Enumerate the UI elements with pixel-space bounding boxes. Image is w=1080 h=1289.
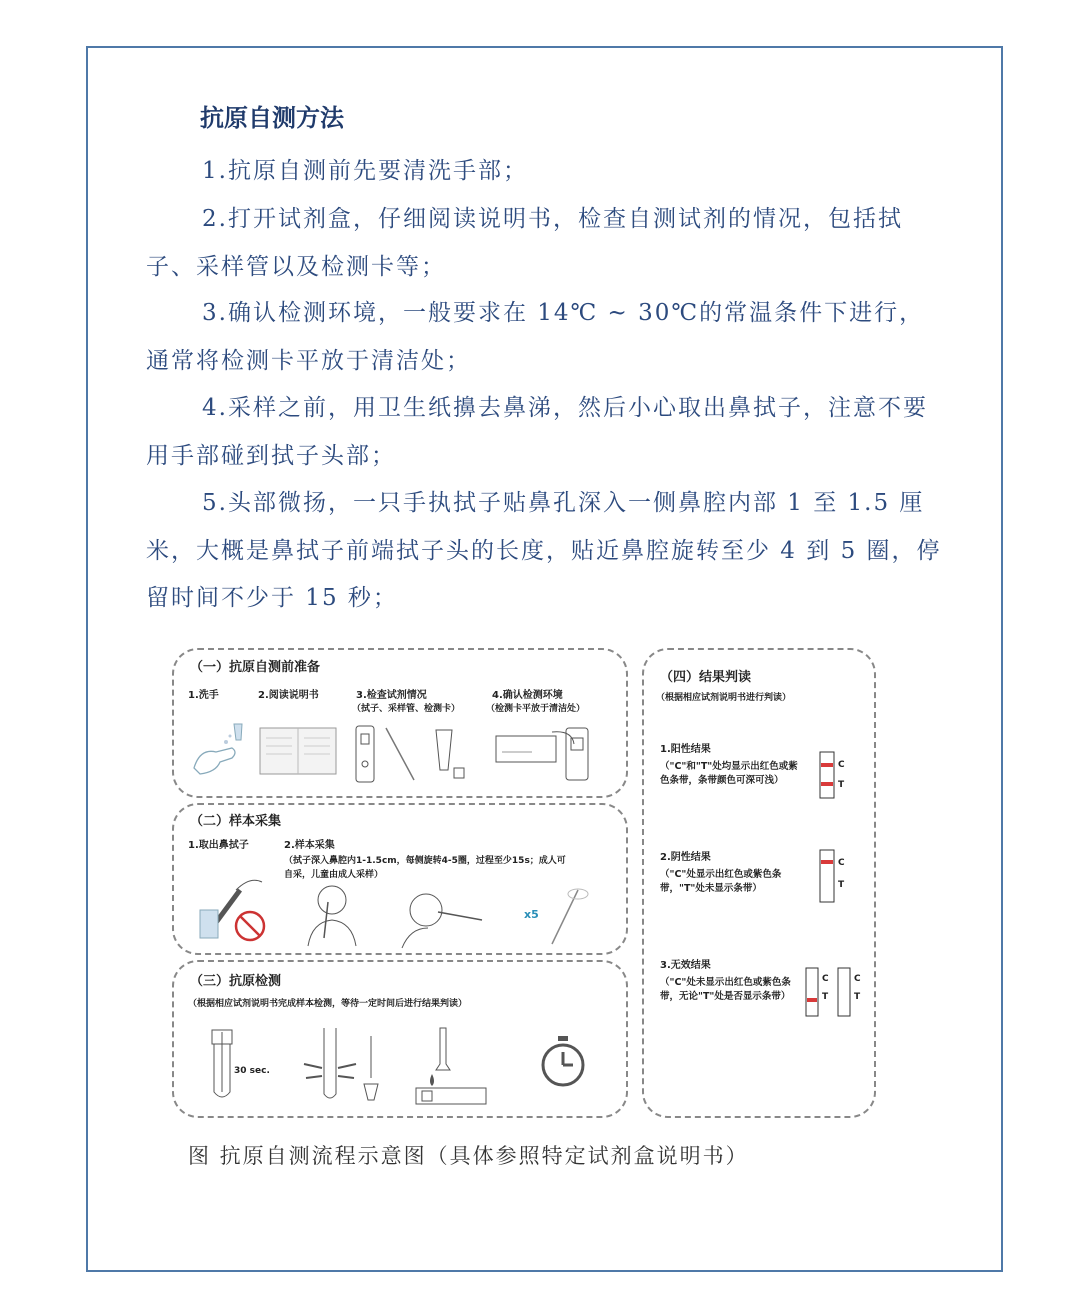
invalid-result-desc: （"C"处未显示出红色或紫色条带，无论"T"处是否显示条带）: [660, 977, 791, 1002]
sampling-item-collect: 2.样本采集: [284, 840, 335, 851]
test-kit-icon: [354, 720, 484, 788]
hand-washing-icon: [186, 718, 256, 780]
nasal-sampling-side-icon: [398, 886, 488, 950]
figure-caption: 图 抗原自测流程示意图（具体参照特定试剂盒说明书）: [188, 1144, 749, 1168]
sampling-note-line2: 自采，儿童由成人采样）: [284, 870, 384, 880]
dropper-cap-icon: [356, 1034, 386, 1104]
nasal-sampling-front-icon: [298, 878, 368, 948]
positive-c-label: C: [838, 760, 845, 770]
negative-c-label: C: [838, 858, 845, 868]
positive-t-label: T: [838, 780, 845, 790]
negative-result-desc: （"C"处显示出红色或紫色条带，"T"处未显示条带）: [660, 869, 782, 894]
rotation-count-label: x5: [524, 908, 539, 921]
prep-item-wash: 1.洗手: [188, 690, 219, 701]
test-environment-icon: [492, 722, 612, 784]
invalid1-t-label: T: [822, 992, 829, 1002]
negative-result-title: 2.阴性结果: [660, 852, 711, 863]
section-heading: 抗原自测方法: [200, 104, 344, 132]
prep-item-check-note: （拭子、采样管、检测卡）: [352, 704, 461, 714]
timer-icon: [538, 1034, 588, 1090]
positive-result-title: 1.阳性结果: [660, 744, 711, 755]
section-antigen-test-title: （三）抗原检测: [190, 974, 282, 989]
antigen-test-note: （根据相应试剂说明书完成样本检测，等待一定时间后进行结果判读）: [188, 999, 468, 1009]
section-preparation-title: （一）抗原自测前准备: [190, 660, 321, 675]
positive-test-strip-icon: [818, 750, 848, 800]
invalid2-c-label: C: [854, 974, 861, 984]
positive-result-desc: （"C"和"T"处均显示出红色或紫色条带，条带颜色可深可浅）: [660, 761, 798, 786]
prep-item-env: 4.确认检测环境: [492, 690, 563, 701]
prep-item-check: 3.检查试剂情况: [356, 690, 427, 701]
prep-item-env-note: （检测卡平放于清洁处）: [486, 704, 586, 714]
prep-item-read: 2.阅读说明书: [258, 690, 319, 701]
invalid-result-title: 3.无效结果: [660, 960, 711, 971]
invalid1-c-label: C: [822, 974, 829, 984]
negative-test-strip-icon: [818, 848, 848, 904]
swab-package-icon: [186, 856, 276, 948]
wait-seconds-label: 30 sec.: [234, 1066, 270, 1076]
sampling-note-line1: （拭子深入鼻腔内1-1.5cm，每侧旋转4-5圈，过程至少15s；成人可: [284, 856, 566, 866]
step-5: 5.头部微扬，一只手执拭子贴鼻孔深入一侧鼻腔内部 1 至 1.5 厘米，大概是鼻拭子前端拭子头的长度，贴近鼻腔旋转至少 4 到 5 圈，停留时间不少于 15 秒；: [146, 490, 942, 611]
step-4: 4.采样之前，用卫生纸擤去鼻涕，然后小心取出鼻拭子，注意不要用手部碰到拭子头部；: [146, 395, 928, 469]
invalid2-t-label: T: [854, 992, 861, 1002]
sample-tube-icon: [196, 1026, 256, 1104]
swab-rotation-icon: [538, 878, 598, 948]
add-drops-icon: [412, 1024, 492, 1108]
negative-t-label: T: [838, 880, 845, 890]
step-3: 3.确认检测环境，一般要求在 14℃ ~ 30℃的常温条件下进行，通常将检测卡平放于清洁处；: [146, 300, 925, 374]
sampling-item-take-swab: 1.取出鼻拭子: [188, 840, 249, 851]
result-reading-note: （根据相应试剂说明书进行判读）: [656, 693, 792, 703]
manual-icon: [258, 724, 338, 778]
step-2: 2.打开试剂盒，仔细阅读说明书，检查自测试剂的情况，包括拭子、采样管以及检测卡等；: [146, 206, 903, 280]
section-sampling-title: （二）样本采集: [190, 814, 282, 829]
step-1: 1.抗原自测前先要清洗手部；: [202, 158, 528, 184]
section-result-reading-title: （四）结果判读: [660, 670, 752, 685]
flow-diagram: [166, 640, 886, 1130]
